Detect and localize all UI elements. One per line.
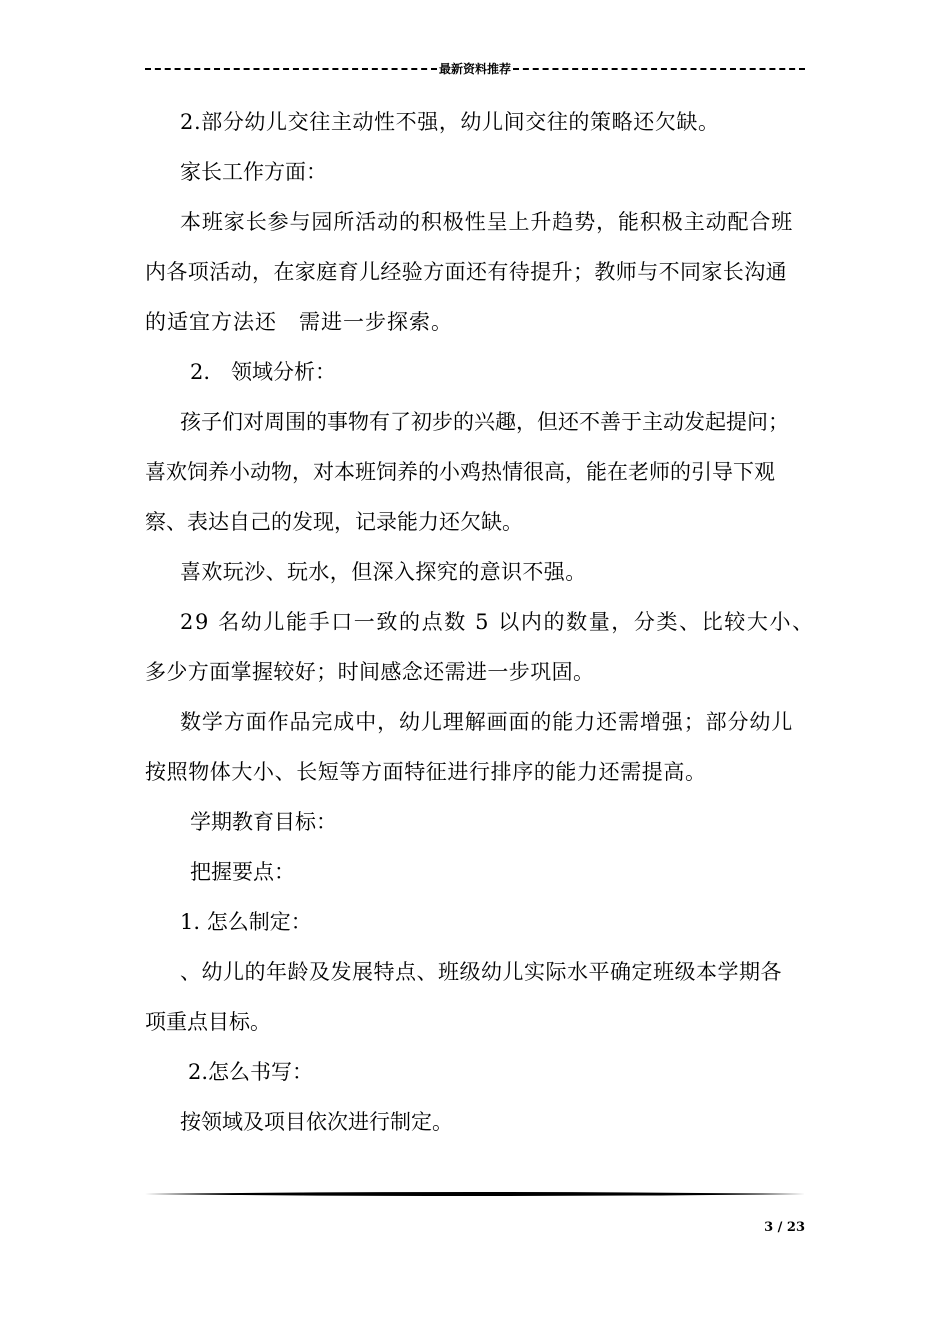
- section-heading: 2. 领域分析：: [190, 360, 337, 384]
- page-number: 3 / 23: [764, 1220, 805, 1235]
- section-heading: 学期教育目标：: [190, 810, 337, 834]
- paragraph-line: 本班家长参与园所活动的积极性呈上升趋势，能积极主动配合班: [180, 210, 794, 234]
- header-title: 最新资料推荐: [439, 61, 512, 76]
- paragraph-line: 喜欢玩沙、玩水，但深入探究的意识不强。: [180, 560, 587, 584]
- section-heading: 2.怎么书写：: [188, 1060, 314, 1084]
- footer-rule: [145, 1191, 805, 1197]
- section-heading: 家长工作方面：: [180, 160, 327, 184]
- paragraph-line: 孩子们对周围的事物有了初步的兴趣，但还不善于主动发起提问；: [180, 410, 789, 434]
- section-heading: 1. 怎么制定：: [180, 910, 312, 934]
- paragraph-line: 29 名幼儿能手口一致的点数 5 以内的数量，分类、比较大小、: [180, 610, 815, 634]
- paragraph-line: 察、表达自己的发现，记录能力还欠缺。: [145, 510, 523, 534]
- paragraph-line: 按照物体大小、长短等方面特征进行排序的能力还需提高。: [145, 760, 707, 784]
- paragraph-line: 多少方面掌握较好；时间感念还需进一步巩固。: [145, 660, 595, 684]
- paragraph-line: 2.部分幼儿交往主动性不强，幼儿间交往的策略还欠缺。: [180, 110, 720, 134]
- paragraph-line: 数学方面作品完成中，幼儿理解画面的能力还需增强；部分幼儿: [180, 710, 794, 734]
- paragraph-line: 、幼儿的年龄及发展特点、班级幼儿实际水平确定班级本学期各: [180, 960, 782, 984]
- paragraph-line: 项重点目标。: [145, 1010, 271, 1034]
- paragraph-line: 的适宜方法还 需进一步探索。: [145, 310, 453, 334]
- paragraph-line: 喜欢饲养小动物，对本班饲养的小鸡热情很高，能在老师的引导下观: [145, 460, 775, 484]
- paragraph-line: 按领域及项目依次进行制定。: [180, 1110, 453, 1134]
- paragraph-line: 内各项活动，在家庭育儿经验方面还有待提升；教师与不同家长沟通: [145, 260, 787, 284]
- section-heading: 把握要点：: [190, 860, 295, 884]
